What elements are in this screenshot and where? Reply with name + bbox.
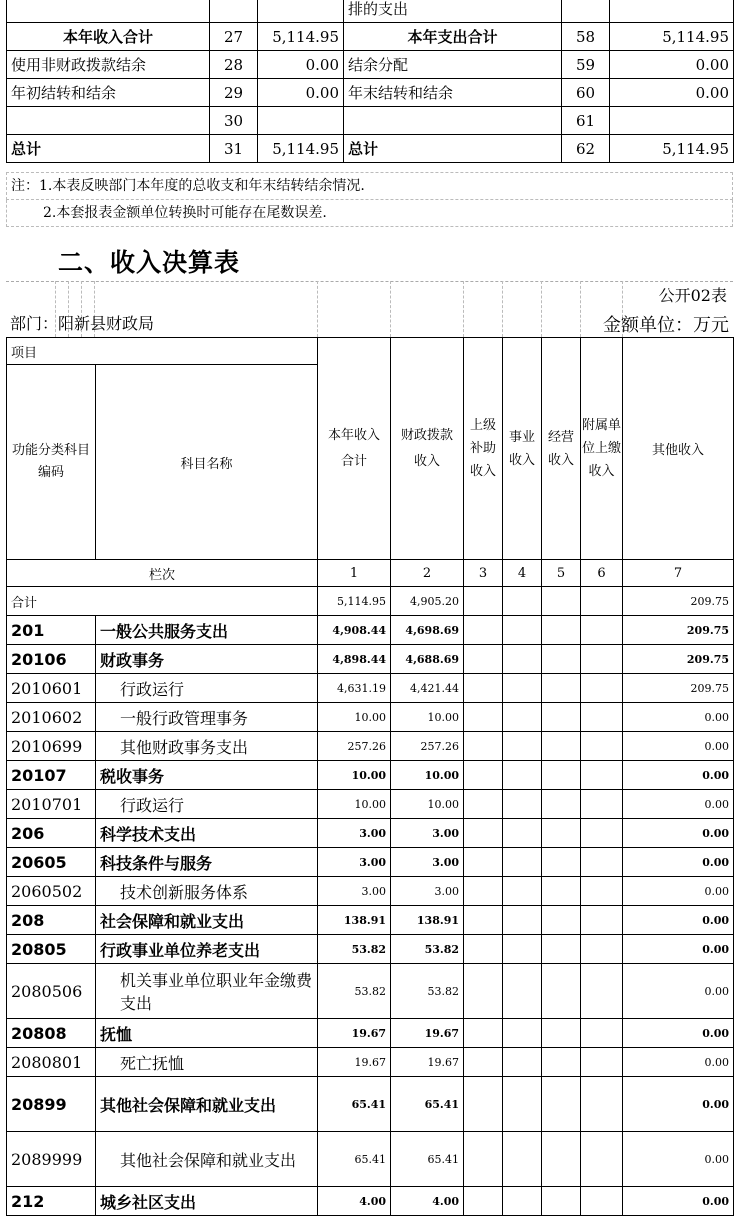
row-subject-name: 一般行政管理事务 — [96, 703, 318, 732]
table-row — [7, 616, 734, 645]
row-empty-cell — [464, 935, 503, 964]
row-empty-cell — [581, 848, 623, 877]
summary-right-no: 61 — [562, 107, 610, 135]
summary-left-amount — [258, 0, 344, 23]
summary-left-label: 使用非财政拨款结余 — [7, 51, 210, 79]
row-code: 20808 — [7, 1019, 96, 1048]
row-empty-cell — [503, 761, 542, 790]
row-fiscal-income: 10.00 — [391, 761, 464, 790]
row-subject-name: 其他财政事务支出 — [96, 732, 318, 761]
table-row — [7, 790, 734, 819]
summary-left-label: 本年收入合计 — [7, 23, 210, 51]
table-row — [7, 732, 734, 761]
row-subject-name: 其他社会保障和就业支出 — [96, 1077, 318, 1132]
summary-left-amount: 5,114.95 — [258, 23, 344, 51]
row-empty-cell — [542, 935, 581, 964]
row-empty-cell — [542, 1187, 581, 1216]
row-other-income: 0.00 — [623, 819, 734, 848]
header-affiliated-income: 附属单位上缴收入 — [581, 338, 623, 560]
row-code: 2080801 — [7, 1048, 96, 1077]
row-empty-cell — [503, 703, 542, 732]
row-subject-name: 一般公共服务支出 — [96, 616, 318, 645]
summary-right-amount — [610, 107, 734, 135]
table-row — [7, 1019, 734, 1048]
row-empty-cell — [581, 935, 623, 964]
row-total-income: 257.26 — [318, 732, 391, 761]
row-empty-cell — [464, 877, 503, 906]
row-empty-cell — [581, 1187, 623, 1216]
table-row — [7, 906, 734, 935]
total-row-other: 209.75 — [623, 587, 734, 616]
row-total-income: 138.91 — [318, 906, 391, 935]
row-subject-name: 其他社会保障和就业支出 — [96, 1132, 318, 1187]
table-row — [7, 1048, 734, 1077]
row-empty-cell — [542, 674, 581, 703]
row-subject-name: 社会保障和就业支出 — [96, 906, 318, 935]
header-column-label: 栏次 — [7, 560, 318, 587]
summary-right-amount: 5,114.95 — [610, 135, 734, 163]
row-fiscal-income: 4,421.44 — [391, 674, 464, 703]
row-empty-cell — [464, 1187, 503, 1216]
row-empty-cell — [581, 819, 623, 848]
row-empty-cell — [542, 848, 581, 877]
row-empty-cell — [581, 645, 623, 674]
header-item: 项目 — [7, 338, 318, 365]
row-empty-cell — [542, 877, 581, 906]
row-empty-cell — [503, 790, 542, 819]
table-row — [7, 964, 734, 1019]
total-row-fiscal: 4,905.20 — [391, 587, 464, 616]
summary-right-label: 排的支出 — [344, 0, 562, 23]
col-num-7: 7 — [623, 560, 734, 587]
summary-left-amount: 0.00 — [258, 79, 344, 107]
total-row-label: 合计 — [7, 587, 318, 616]
row-fiscal-income: 4,698.69 — [391, 616, 464, 645]
row-empty-cell — [503, 1132, 542, 1187]
summary-left-amount — [258, 107, 344, 135]
row-fiscal-income: 19.67 — [391, 1048, 464, 1077]
row-total-income: 4.00 — [318, 1187, 391, 1216]
row-total-income: 4,908.44 — [318, 616, 391, 645]
row-empty-cell — [542, 703, 581, 732]
row-empty-cell — [464, 703, 503, 732]
row-total-income: 3.00 — [318, 848, 391, 877]
row-total-income: 10.00 — [318, 703, 391, 732]
table-row — [7, 1187, 734, 1216]
row-empty-cell — [464, 1132, 503, 1187]
summary-right-amount — [610, 0, 734, 23]
table-header-area — [6, 281, 733, 337]
row-subject-name: 科技条件与服务 — [96, 848, 318, 877]
table-row — [7, 761, 734, 790]
row-empty-cell — [542, 819, 581, 848]
row-empty-cell — [503, 848, 542, 877]
summary-right-amount: 5,114.95 — [610, 23, 734, 51]
summary-right-label: 总计 — [344, 135, 562, 163]
table-row — [7, 848, 734, 877]
row-code: 20899 — [7, 1077, 96, 1132]
summary-row — [7, 23, 734, 51]
row-fiscal-income: 53.82 — [391, 935, 464, 964]
row-empty-cell — [464, 964, 503, 1019]
row-other-income: 209.75 — [623, 674, 734, 703]
summary-right-amount: 0.00 — [610, 79, 734, 107]
row-total-income: 4,631.19 — [318, 674, 391, 703]
col-num-1: 1 — [318, 560, 391, 587]
row-fiscal-income: 3.00 — [391, 819, 464, 848]
summary-row — [7, 107, 734, 135]
row-empty-cell — [542, 645, 581, 674]
row-empty-cell — [503, 819, 542, 848]
row-other-income: 0.00 — [623, 877, 734, 906]
row-empty-cell — [464, 645, 503, 674]
row-code: 208 — [7, 906, 96, 935]
row-other-income: 0.00 — [623, 1132, 734, 1187]
row-subject-name: 抚恤 — [96, 1019, 318, 1048]
total-row-total: 5,114.95 — [318, 587, 391, 616]
row-other-income: 0.00 — [623, 703, 734, 732]
row-fiscal-income: 10.00 — [391, 790, 464, 819]
summary-right-no — [562, 0, 610, 23]
summary-left-no: 28 — [210, 51, 258, 79]
table-row — [7, 935, 734, 964]
row-empty-cell — [503, 1019, 542, 1048]
row-total-income: 3.00 — [318, 819, 391, 848]
section-title: 二、收入决算表 — [58, 248, 241, 277]
summary-left-no: 27 — [210, 23, 258, 51]
row-empty-cell — [503, 616, 542, 645]
form-number: 公开02表 — [658, 286, 727, 305]
summary-right-label: 本年支出合计 — [344, 23, 562, 51]
summary-left-no — [210, 0, 258, 23]
row-empty-cell — [581, 906, 623, 935]
row-other-income: 0.00 — [623, 790, 734, 819]
header-total-income: 本年收入合计 — [318, 338, 391, 560]
row-empty-cell — [503, 964, 542, 1019]
row-fiscal-income: 4.00 — [391, 1187, 464, 1216]
row-code: 2010601 — [7, 674, 96, 703]
row-empty-cell — [542, 1132, 581, 1187]
row-empty-cell — [464, 1077, 503, 1132]
row-empty-cell — [503, 906, 542, 935]
summary-row — [7, 79, 734, 107]
row-empty-cell — [503, 935, 542, 964]
col-num-5: 5 — [542, 560, 581, 587]
row-empty-cell — [581, 1132, 623, 1187]
header-upper-subsidy: 上级补助收入 — [464, 338, 503, 560]
table-row — [7, 819, 734, 848]
row-other-income: 209.75 — [623, 645, 734, 674]
row-other-income: 0.00 — [623, 732, 734, 761]
row-empty-cell — [581, 1077, 623, 1132]
col-num-6: 6 — [581, 560, 623, 587]
header-fiscal-income: 财政拨款收入 — [391, 338, 464, 560]
row-empty-cell — [503, 732, 542, 761]
summary-left-label — [7, 107, 210, 135]
row-subject-name: 死亡抚恤 — [96, 1048, 318, 1077]
row-empty-cell — [581, 761, 623, 790]
summary-left-no: 31 — [210, 135, 258, 163]
row-code: 201 — [7, 616, 96, 645]
header-operating-income: 经营收入 — [542, 338, 581, 560]
row-empty-cell — [542, 964, 581, 1019]
row-fiscal-income: 10.00 — [391, 703, 464, 732]
row-other-income: 0.00 — [623, 906, 734, 935]
row-empty-cell — [542, 1077, 581, 1132]
row-total-income: 4,898.44 — [318, 645, 391, 674]
summary-left-no: 29 — [210, 79, 258, 107]
row-empty-cell — [542, 761, 581, 790]
summary-left-amount: 5,114.95 — [258, 135, 344, 163]
col-num-3: 3 — [464, 560, 503, 587]
summary-table — [6, 0, 734, 163]
row-code: 2060502 — [7, 877, 96, 906]
row-empty-cell — [503, 1048, 542, 1077]
summary-left-no: 30 — [210, 107, 258, 135]
row-subject-name: 机关事业单位职业年金缴费支出 — [96, 964, 318, 1019]
row-empty-cell — [542, 1048, 581, 1077]
row-fiscal-income: 257.26 — [391, 732, 464, 761]
row-code: 2010602 — [7, 703, 96, 732]
row-empty-cell — [542, 732, 581, 761]
row-subject-name: 科学技术支出 — [96, 819, 318, 848]
row-code: 206 — [7, 819, 96, 848]
summary-row — [7, 51, 734, 79]
row-empty-cell — [503, 1077, 542, 1132]
row-empty-cell — [581, 790, 623, 819]
row-fiscal-income: 138.91 — [391, 906, 464, 935]
row-empty-cell — [464, 906, 503, 935]
row-empty-cell — [581, 964, 623, 1019]
header-other-income: 其他收入 — [623, 338, 734, 560]
table-row — [7, 645, 734, 674]
row-code: 20805 — [7, 935, 96, 964]
summary-left-label — [7, 0, 210, 23]
row-total-income: 10.00 — [318, 790, 391, 819]
row-empty-cell — [581, 732, 623, 761]
row-empty-cell — [464, 616, 503, 645]
row-other-income: 209.75 — [623, 616, 734, 645]
row-empty-cell — [464, 732, 503, 761]
notes — [6, 172, 733, 227]
row-fiscal-income: 3.00 — [391, 848, 464, 877]
unit-label: 金额单位：万元 — [603, 315, 729, 336]
row-empty-cell — [464, 848, 503, 877]
summary-right-no: 58 — [562, 23, 610, 51]
row-total-income: 19.67 — [318, 1048, 391, 1077]
row-empty-cell — [503, 645, 542, 674]
table-row — [7, 1132, 734, 1187]
row-other-income: 0.00 — [623, 1077, 734, 1132]
row-empty-cell — [503, 674, 542, 703]
row-other-income: 0.00 — [623, 848, 734, 877]
row-total-income: 53.82 — [318, 964, 391, 1019]
row-empty-cell — [581, 616, 623, 645]
summary-right-label: 结余分配 — [344, 51, 562, 79]
row-fiscal-income: 53.82 — [391, 964, 464, 1019]
row-code: 2089999 — [7, 1132, 96, 1187]
row-other-income: 0.00 — [623, 1048, 734, 1077]
row-empty-cell — [464, 1019, 503, 1048]
row-empty-cell — [464, 1048, 503, 1077]
income-table — [6, 337, 734, 1216]
summary-row — [7, 0, 734, 23]
row-total-income: 65.41 — [318, 1077, 391, 1132]
row-code: 20107 — [7, 761, 96, 790]
row-fiscal-income: 4,688.69 — [391, 645, 464, 674]
row-subject-name: 财政事务 — [96, 645, 318, 674]
row-empty-cell — [581, 703, 623, 732]
row-subject-name: 技术创新服务体系 — [96, 877, 318, 906]
row-empty-cell — [464, 761, 503, 790]
row-empty-cell — [542, 1019, 581, 1048]
row-empty-cell — [542, 616, 581, 645]
row-subject-name: 城乡社区支出 — [96, 1187, 318, 1216]
row-other-income: 0.00 — [623, 964, 734, 1019]
row-fiscal-income: 3.00 — [391, 877, 464, 906]
summary-left-label: 总计 — [7, 135, 210, 163]
row-code: 2010701 — [7, 790, 96, 819]
table-row — [7, 703, 734, 732]
summary-right-no: 62 — [562, 135, 610, 163]
row-code: 212 — [7, 1187, 96, 1216]
row-total-income: 53.82 — [318, 935, 391, 964]
summary-left-amount: 0.00 — [258, 51, 344, 79]
summary-right-no: 60 — [562, 79, 610, 107]
row-total-income: 10.00 — [318, 761, 391, 790]
row-subject-name: 行政运行 — [96, 674, 318, 703]
row-code: 2080506 — [7, 964, 96, 1019]
row-other-income: 0.00 — [623, 761, 734, 790]
col-num-4: 4 — [503, 560, 542, 587]
row-empty-cell — [542, 906, 581, 935]
note-line-1: 注：1.本表反映部门本年度的总收支和年末结转结余情况. — [6, 172, 733, 200]
col-num-2: 2 — [391, 560, 464, 587]
row-code: 2010699 — [7, 732, 96, 761]
row-empty-cell — [503, 877, 542, 906]
header-business-income: 事业收入 — [503, 338, 542, 560]
row-fiscal-income: 65.41 — [391, 1077, 464, 1132]
row-total-income: 65.41 — [318, 1132, 391, 1187]
summary-right-label: 年末结转和结余 — [344, 79, 562, 107]
row-other-income: 0.00 — [623, 1187, 734, 1216]
table-row — [7, 674, 734, 703]
row-empty-cell — [464, 819, 503, 848]
note-line-2: 2.本套报表金额单位转换时可能存在尾数误差. — [6, 200, 733, 227]
row-empty-cell — [542, 790, 581, 819]
summary-row — [7, 135, 734, 163]
row-empty-cell — [581, 674, 623, 703]
row-empty-cell — [464, 790, 503, 819]
row-other-income: 0.00 — [623, 935, 734, 964]
table-row — [7, 1077, 734, 1132]
row-empty-cell — [464, 674, 503, 703]
row-subject-name: 税收事务 — [96, 761, 318, 790]
row-code: 20605 — [7, 848, 96, 877]
summary-left-label: 年初结转和结余 — [7, 79, 210, 107]
row-subject-name: 行政事业单位养老支出 — [96, 935, 318, 964]
summary-right-amount: 0.00 — [610, 51, 734, 79]
row-subject-name: 行政运行 — [96, 790, 318, 819]
row-total-income: 19.67 — [318, 1019, 391, 1048]
table-row — [7, 877, 734, 906]
row-empty-cell — [581, 1019, 623, 1048]
header-subject-name: 科目名称 — [96, 365, 318, 560]
summary-right-no: 59 — [562, 51, 610, 79]
row-total-income: 3.00 — [318, 877, 391, 906]
row-fiscal-income: 19.67 — [391, 1019, 464, 1048]
row-other-income: 0.00 — [623, 1019, 734, 1048]
summary-right-label — [344, 107, 562, 135]
row-code: 20106 — [7, 645, 96, 674]
row-empty-cell — [503, 1187, 542, 1216]
header-func-code: 功能分类科目编码 — [7, 365, 96, 560]
row-empty-cell — [581, 877, 623, 906]
department-label: 部门：阳新县财政局 — [10, 314, 155, 333]
row-empty-cell — [581, 1048, 623, 1077]
row-fiscal-income: 65.41 — [391, 1132, 464, 1187]
